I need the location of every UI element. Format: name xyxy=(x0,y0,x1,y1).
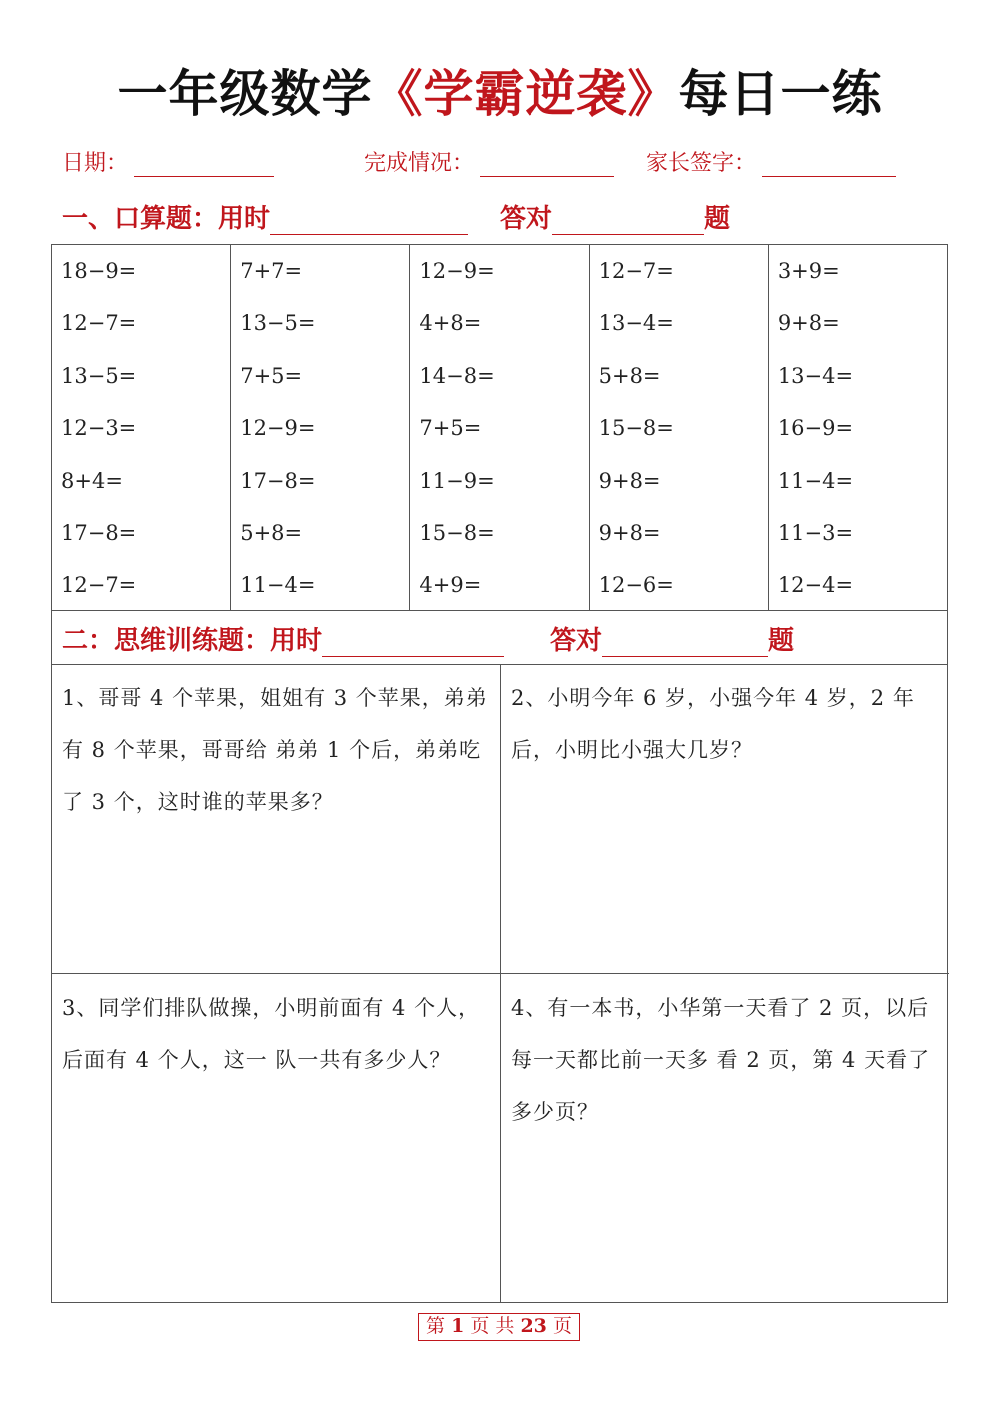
arithmetic-item: 15−8= xyxy=(598,416,674,441)
arithmetic-item: 13−4= xyxy=(777,363,854,388)
arithmetic-item: 7+5= xyxy=(419,416,482,441)
arithmetic-item: 15−8= xyxy=(419,520,495,545)
page-indicator xyxy=(418,1313,580,1341)
arithmetic-item: 11−4= xyxy=(240,573,316,598)
problems-grid xyxy=(51,664,948,1303)
arithmetic-item: 9+8= xyxy=(777,311,840,336)
section1-correct-blank[interactable] xyxy=(552,206,704,235)
arithmetic-grid xyxy=(51,244,948,611)
arithmetic-item: 12−7= xyxy=(61,573,137,598)
title-highlight: 《学霸逆袭》 xyxy=(372,65,679,123)
arithmetic-column-1 xyxy=(52,245,231,610)
arithmetic-item: 7+5= xyxy=(240,363,303,388)
completion-label: 完成情况： xyxy=(364,151,475,176)
section2-header xyxy=(62,620,794,657)
arithmetic-item: 17−8= xyxy=(240,468,316,493)
arithmetic-column-5 xyxy=(769,245,947,610)
arithmetic-item: 11−3= xyxy=(777,520,854,545)
date-field[interactable] xyxy=(62,146,274,177)
footer-prefix: 第 xyxy=(426,1315,446,1337)
section2-correct-label: 答对 xyxy=(550,626,603,656)
footer-middle: 页 共 xyxy=(470,1315,515,1337)
arithmetic-item: 7+7= xyxy=(240,259,303,283)
arithmetic-item: 4+8= xyxy=(419,311,482,336)
problem-1: 1、哥哥 4 个苹果，姐姐有 3 个苹果，弟弟有 8 个苹果，哥哥给 弟弟 1 个后，弟弟吃了 3 个，这时谁的苹果多？ xyxy=(62,686,488,814)
arithmetic-item: 11−4= xyxy=(777,468,854,493)
arithmetic-item: 3+9= xyxy=(777,259,840,283)
total-pages: 23 xyxy=(520,1315,547,1337)
title-suffix: 每日一练 xyxy=(678,65,883,123)
arithmetic-item: 14−8= xyxy=(419,363,495,388)
arithmetic-item: 13−5= xyxy=(240,311,316,336)
date-blank[interactable] xyxy=(134,150,274,177)
section2-title: 二：思维训练题：用时 xyxy=(62,626,323,656)
arithmetic-item: 12−4= xyxy=(777,573,854,598)
section1-unit: 题 xyxy=(704,204,731,234)
arithmetic-column-4 xyxy=(590,245,769,610)
problem-2: 2、小明今年 6 岁，小强今年 4 岁，2 年后，小明比小强大几岁？ xyxy=(511,686,915,762)
parent-sign-blank[interactable] xyxy=(762,150,896,177)
title-prefix: 一年级数学 xyxy=(117,65,373,123)
page-title xyxy=(0,58,1000,130)
current-page: 1 xyxy=(451,1315,465,1337)
section2-time-blank[interactable] xyxy=(322,628,504,657)
arithmetic-item: 5+8= xyxy=(598,363,661,388)
arithmetic-item: 17−8= xyxy=(61,520,137,545)
arithmetic-item: 9+8= xyxy=(598,520,661,545)
arithmetic-item: 12−9= xyxy=(419,259,495,283)
arithmetic-column-2 xyxy=(231,245,410,610)
arithmetic-item: 9+8= xyxy=(598,468,661,493)
arithmetic-item: 12−9= xyxy=(240,416,316,441)
problem-4: 4、有一本书，小华第一天看了 2 页，以后每一天都比前一天多 看 2 页，第 4 天看了多少页？ xyxy=(511,996,931,1124)
arithmetic-item: 12−7= xyxy=(61,311,137,336)
arithmetic-item: 16−9= xyxy=(777,416,854,441)
completion-field[interactable] xyxy=(364,146,614,177)
section2-unit: 题 xyxy=(768,626,795,656)
arithmetic-item: 5+8= xyxy=(240,520,303,545)
completion-blank[interactable] xyxy=(480,150,614,177)
section2-correct-blank[interactable] xyxy=(602,628,768,657)
arithmetic-item: 12−6= xyxy=(598,573,674,598)
parent-sign-field[interactable] xyxy=(646,146,896,177)
footer-suffix: 页 xyxy=(552,1315,572,1337)
arithmetic-item: 4+9= xyxy=(419,573,482,598)
parent-sign-label: 家长签字： xyxy=(646,151,757,176)
section1-title: 一、口算题：用时 xyxy=(62,204,271,234)
arithmetic-item: 11−9= xyxy=(419,468,495,493)
section1-correct-label: 答对 xyxy=(500,204,553,234)
arithmetic-item: 12−7= xyxy=(598,259,674,283)
arithmetic-item: 13−5= xyxy=(61,363,137,388)
section1-time-blank[interactable] xyxy=(270,206,468,235)
meta-row xyxy=(62,146,942,182)
arithmetic-column-3 xyxy=(410,245,589,610)
arithmetic-item: 13−4= xyxy=(598,311,674,336)
arithmetic-item: 18−9= xyxy=(61,259,137,283)
section1-header xyxy=(62,198,730,235)
arithmetic-item: 12−3= xyxy=(61,416,137,441)
arithmetic-item: 8+4= xyxy=(61,468,123,493)
problem-3: 3、同学们排队做操，小明前面有 4 个人，后面有 4 个人，这一 队一共有多少人？ xyxy=(62,996,481,1072)
date-label: 日期： xyxy=(62,151,129,176)
